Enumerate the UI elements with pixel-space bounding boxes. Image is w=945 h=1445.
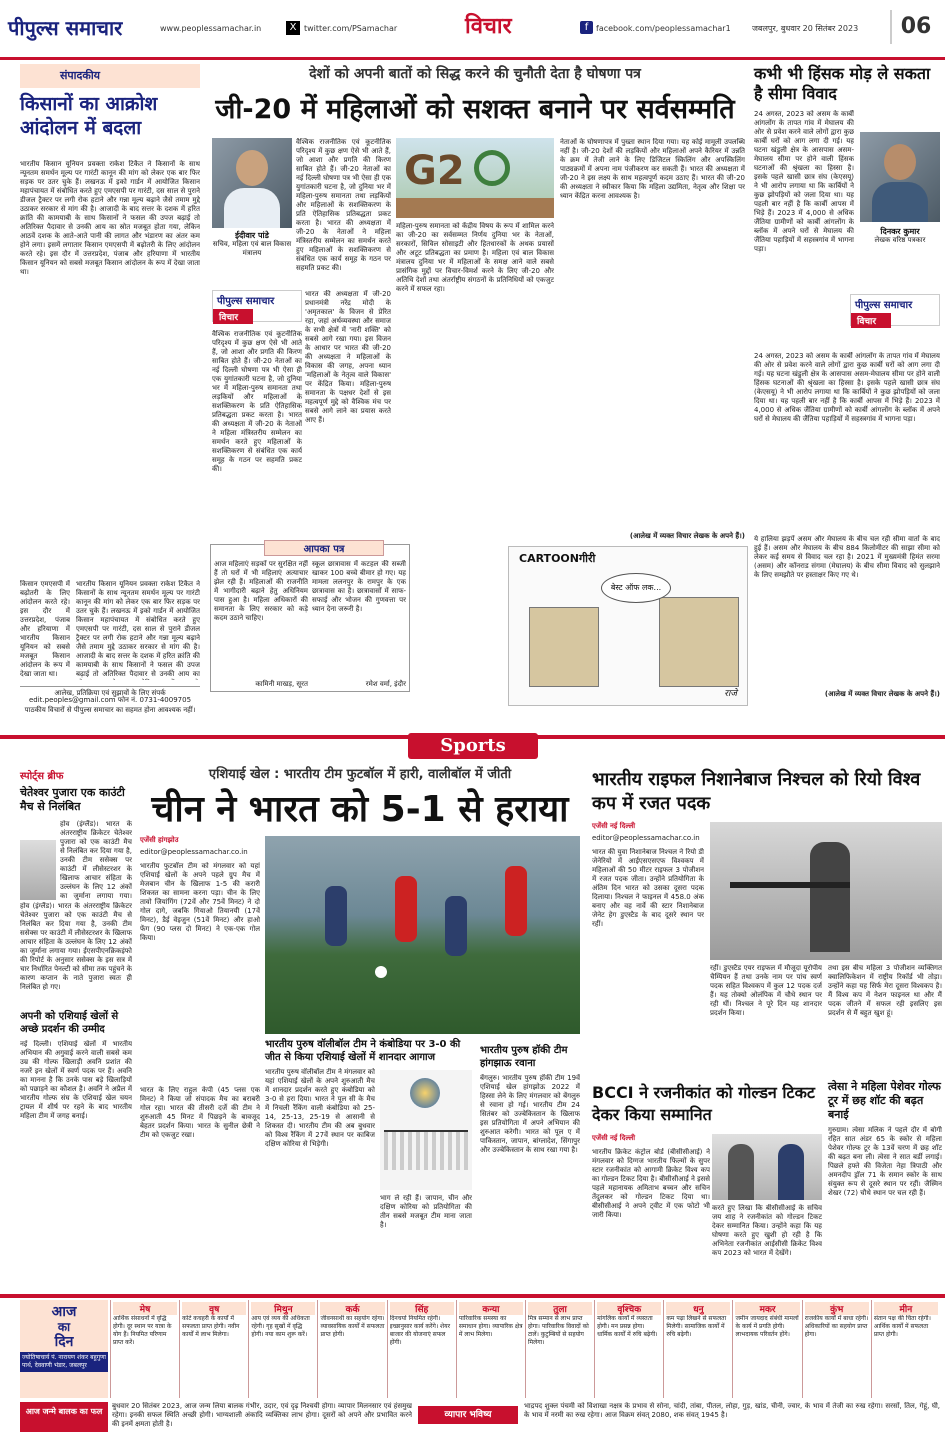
brief-1-body-a: होव (इंग्लैंड)। भारत के अंतरराष्ट्रीय क्रिकेटर चेतेश्वर पुजारा को एक काउंटी मैच से निलंबित कर दिया गया है, उनकी टीम ससेक्स पर काउंटी में लीसेस्टरशर के खिलाफ आचार संहिता के उल्लंघन के लिए 12 अंकों का जुर्माना लगाया गया। <box>60 820 132 900</box>
letters-title: आपका पत्र <box>264 540 384 556</box>
horoscope-sign-name: कर्क <box>320 1302 384 1315</box>
asia-kicker: एशियाई खेल : भारतीय टीम फुटबॉल में हारी, वालीबॉल में जीती <box>208 767 512 782</box>
horoscope-sign-text: कम पढ़ा लिखने से सफलता मिलेगी। सामाजिक कार्यों में रुचि बढ़ेगी। <box>666 1315 727 1338</box>
rifle-email[interactable]: editor@peoplessamachar.co.in <box>592 834 700 842</box>
right-author-role: लेखक वरिष्ठ पत्रकार <box>874 236 926 244</box>
hockey-body: बेंगलुरु। भारतीय पुरुष हॉकी टीम 19वें एशियाई खेल हांगझोऊ 2022 में हिस्सा लेने के लिए मंगलवार को बेंगलुरु से रवाना हो गई। भारतीय टीम 24 सितंबर को उज्बेकिस्तान के खिलाफ इस प्रतियोगिता में अपने अभियान की शुरुआत करेगी। भारत को पूल ए में पाकिस्तान, जापान, बांग्लादेश, सिंगापुर और उज्बेकिस्तान के साथ रखा गया है। <box>480 1074 580 1154</box>
cartoon-signature: राजे <box>724 689 737 699</box>
volleyball-graphic <box>380 1070 472 1190</box>
horoscope-sign-text: संतान पक्ष की चिंता रहेगी। आर्थिक कार्यों में सफलता प्राप्त होगी। <box>873 1315 931 1338</box>
dateline: जबलपुर, बुधवार 20 सितंबर 2023 <box>752 24 859 33</box>
g20-building-shape <box>396 198 554 218</box>
editorial-body-tail: भारतीय किसान यूनियन प्रवक्ता राकेश टिकैत ने किसानों के साथ न्यूनतम समर्थन मूल्य पर गारंटी कानून की मांग को लेकर एक बार फिर सड़क पर उतर चुके हैं। लखनऊ में इको गार्डन में आयोजित किसान महापंचायत में संबोधित करते हुए एमएसपी पर गारंटी, दस साल से पुराने डीजल ट्रैक्टर पर लगी रोक हटाने और गन्ना मूल्य बढ़ाने जैसे तमाम मुद्दे उठाकर सरकार से मांग की है। आजादी के बाद सत्तर के दशक में हरित क्रांति की कामयाबी के साथ किसानों ने फसल की उपज बढ़ाई तो अतिरिक्त पैदावार से उनकी आय का <box>76 580 200 678</box>
letter-2-sign: रमेश वर्मा, इंदौर <box>365 680 406 688</box>
volley-body: भारतीय पुरुष वॉलीबॉल टीम ने मंगलवार को यहां एशियाई खेलों के अपने शुरुआती मैच में शानदार प्रदर्शन करते हुए कंबोडिया को 3-0 से हरा दिया। भारत ने पूल सी के मैच में निचली रैंकिंग वाली कंबोडिया को 25-14, 25-13, 25-19 से आसानी से शिकस्त दी। भारतीय टीम की अब बुधवार को विश्व रैंकिंग में 27वें स्थान पर काबिज दक्षिण कोरिया से भिड़ेगी। <box>265 1068 375 1148</box>
golf-title: त्वेसा ने महिला पेशेवर गोल्फ टूर में छह शॉट की बढ़त बनाई <box>828 1080 941 1121</box>
asia-agency: एजेंसी हांगझोउ <box>140 836 179 844</box>
volleyball-net-shape <box>384 1130 468 1170</box>
lead-col-3: महिला-पुरुष समानता को केंद्रीय विषय के रूप में शामिल करने का जी-20 का सर्वसम्मत निर्णय दुनिया भर के नेताओं, सरकारों, सिविल सोसाइटी और हितधारकों के अथक प्रयासों और अटूट प्रतिबद्धता का प्रमाण है। महिला एवं बाल विकास मंत्रालय दुनिया भर में महिलाओं के समक्ष आने वाले सबसे प्रासंगिक मुद्दों पर विचार-विमर्श करने के लिए जी-20 और अतिथि देशों तथा अंतर्राष्ट्रीय संगठनों के प्रतिनिधियों को एकजुट करने में सफल रहा। <box>396 222 554 293</box>
horoscope-title-2: का <box>57 1320 71 1334</box>
kids-text: बुधवार 20 सितंबर 2023, आज जन्म लिया बालक गंभीर, उदार, एवं दृढ़ निश्चयी होगा। व्यापार मिलनसार एवं हंसमुख रहेगा। इनकी सफल स्थिति अच्छी होगी। भाग्यशाली अंकादि व्यक्तिका लाभ होगा। दूसरों को अपने और प्रभावित करने की इनमें क्षमता होती है। <box>112 1402 412 1428</box>
section-title: विचार <box>465 14 512 39</box>
horoscope-sign <box>317 1300 386 1398</box>
brief-1-title: चेतेश्वर पुजारा एक काउंटी मैच से निलंबित <box>20 786 125 813</box>
horoscope-sign-name: सिंह <box>390 1302 454 1315</box>
horoscope-sign-name: वृष <box>182 1302 246 1315</box>
right-mini-section: विचार <box>851 313 891 328</box>
lead-col-1: वैश्विक राजनीतिक एवं कूटनीतिक परिदृश्य में कुछ क्षण ऐसे भी आते हैं, जो आशा और प्रगति की किरण साबित होते हैं। जी-20 नेताओं का नई दिल्ली घोषणा पत्र भी ऐसा ही एक युगांतकारी घटना है, जो दुनिया भर में महिला-पुरुष समानता तथा लड़कियों और महिलाओं के सशक्तिकरण के प्रति ऐतिहासिक प्रतिबद्धता प्रकट करता है। भारत की अध्यक्षता में जी-20 के नेताओं ने महिला मंत्रिस्तरीय सम्मेलन का समर्थन करते हुए महिलाओं के सशक्तिकरण से संबंधित एक कार्य समूह के गठन पर सहमति प्रकट की। <box>296 138 391 272</box>
horoscope-sign <box>871 1300 940 1398</box>
asia-body-1: भारतीय फुटबॉल टीम को मंगलवार को यहां एशियाई खेलों के अपने पहले ग्रुप मैच में मेजबान चीन के खिलाफ 1-5 की करारी शिकस्त का सामना करना पड़ा। चीन के लिए तावो जियांगिंग (72वें और 75वें मिनट) ने दो गोल दागे, जबकि गियाओ तियानयी (17वें मिनट), डैई वेइजुन (51वें मिनट) और हाओ फेंग (90 प्लस दो मिनट) ने एक-एक गोल किया। <box>140 862 260 942</box>
g20-globe-shape <box>474 150 510 186</box>
bcci-body-2: करते हुए लिखा कि बीसीसीआई के सचिव जय शाह ने रजनीकांत को गोल्डन टिकट देकर सम्मानित किया। उन्होंने कहा कि यह घोषणा करते हुए खुशी हो रही है कि अभिनेता रजनीकांत आईसीसी क्रिकेट विश्व कप 2023 को भारत में देखेंगे। <box>712 1204 822 1257</box>
horoscope-sign <box>594 1300 663 1398</box>
horoscope-sign-name: मेष <box>113 1302 177 1315</box>
editorial-footer-3: पाठकीय विचारों से पीपुल्स समाचार का सहमत होना आवश्यक नहीं। <box>24 706 196 714</box>
horoscope-sign-text: आर्थिक संसाधनों में वृद्धि होगी। दूर स्थान पर यात्रा के योग हैं। नियमित परिणाम प्राप्त करें। <box>113 1315 172 1346</box>
lead-col-1b: भारत की अध्यक्षता में जी-20 प्रधानमंत्री नरेंद्र मोदी के 'अमृतकाल' के विजन से प्रेरित रहा, जहां अर्थव्यवस्था और समाज के सभी क्षेत्रों में 'नारी शक्ति' को सबसे आगे रखा गया। इस विजन के आधार पर भारत की जी-20 की अध्यक्षता ने महिलाओं के विकास की जगह, अपना ध्यान 'महिलाओं के नेतृत्व वाले विकास' पर केंद्रित किया। महिला-पुरुष समानता के पक्षधर देशों से इस महत्वपूर्ण मुद्दे को वैश्विक मंच पर सबसे आगे लाने का प्रयास करते आए हैं। <box>305 290 391 424</box>
author-face-shape <box>236 150 268 186</box>
horoscope-sign <box>248 1300 317 1398</box>
horoscope-sign-text: मांगलिक कार्यों में व्यस्तता होगी। मन प्रसन्न होगा। धार्मिक कार्यों में रुचि बढ़ेगी। <box>597 1315 658 1338</box>
rifle-photo <box>710 822 942 960</box>
right-title: कभी भी हिंसक मोड़ ले सकता है सीमा विवाद <box>754 64 931 103</box>
horoscope-sign-name: कुंभ <box>805 1302 869 1315</box>
horoscope-sign-text: पारिवारिक समस्या का समाधान होगा। व्यापारिक क्षेत्र में लाभ मिलेगा। <box>458 1315 523 1338</box>
horoscope-grid <box>110 1300 940 1398</box>
horoscope-sign <box>110 1300 179 1398</box>
x-icon: X <box>286 21 300 35</box>
editorial-side-quote: किसान एमएसपी में बढ़ोतरी के लिए आंदोलन करते रहे। इस दौर में उत्तरप्रदेश, पंजाब और हरियाणा में भारतीय किसान यूनियन को सबसे मजबूत किसान आंदोलन के रूप में देखा जाता था। <box>20 580 70 678</box>
right-body-2: ये हालिया झड़पें असम और मेघालय के बीच चल रही सीमा वार्ता के बाद हुई हैं। असम और मेघालय के बीच 884 किलोमीटर की साझा सीमा को लेकर कई समय से विवाद चल रहा है। 2021 में मुख्यमंत्री हिमंत सरमा (असम) और कॉनराड संगमा (मेघालय) के बीच सीमा विवाद को सुलझाने के लिए समझौते पर हस्ताक्षर किए गए थे। <box>754 535 940 579</box>
horoscope-sign-text: आय एवं व्यय की अधिकता रहेगी। गृह सुखों में वृद्धि होगी। नया काम शुरू करें। <box>251 1315 310 1338</box>
horoscope-sign-name: मकर <box>735 1302 799 1315</box>
right-author-shirt-shape <box>872 182 928 222</box>
letter-2: स्कूल छात्रावास में कटहल की सब्जी खाकर 100 बच्चे बीमार हो गए। यह मामला ललनपुर के रामपुर के एक छात्रावास का है। छात्रावासों में साफ-सफाई और भोजन की गुणवत्ता पर ध्यान देना जरूरी है। <box>312 560 406 613</box>
letter-1: आज महिलाएं सड़कों पर सुरक्षित नहीं हैं तो घरों में भी महिलाएं अत्याचार झेल रही हैं। महिलाओं की राजनीति में भागीदारी बढ़ाने हेतु अधिनियम पास हुआ है। महिला अधिकारों की समानता के लिए सरकार को कड़े कदम उठाने चाहिए। <box>214 560 308 622</box>
horoscope-sign <box>663 1300 732 1398</box>
horoscope-sign-name: मिथुन <box>251 1302 315 1315</box>
shooter-shape <box>810 842 850 952</box>
horoscope-sign <box>802 1300 871 1398</box>
asia-body-2: भारत के लिए राहुल केपी (45 प्लस एक मिनट) ने किया जो संपादक मैच का बराबरी गोल रहा। भारत की तीसरी दर्जे की टीम ने शुरुआती 45 मिनट में पिछड़ने के बावजूद बेहतर प्रदर्शन किया। भारत के सुनील छेत्री ने टीम को एकजुट रखा। <box>140 1086 260 1139</box>
editorial-tag: संपादकीय <box>60 69 101 82</box>
brand-logo: पीपुल्स समाचार <box>8 16 123 40</box>
brief-1-body-b: होव (इंग्लैंड)। भारत के अंतरराष्ट्रीय क्रिकेटर चेतेश्वर पुजारा को एक काउंटी मैच से निलंबित कर दिया गया है, उनकी टीम ससेक्स पर काउंटी में लीसेस्टरशर के खिलाफ आचार संहिता के उल्लंघन के लिए 12 अंकों का जुर्माना लगाया गया। ईएसपीएनक्रिकइंफो की रिपोर्ट के अनुसार ससेक्स के इस सत्र में चार निर्धारित पेनल्टी को सीमा तक पहुंचने के कारण कप्तान के नाते पुजारा स्वतः ही निलंबित हो गए। <box>20 902 132 991</box>
facebook-link[interactable]: facebook.com/peoplessamachar1 <box>596 24 731 33</box>
horoscope-sign-text: राजकीय कार्यों में बाधा रहेगी। अधिकारियों का सहयोग प्राप्त होगा। <box>804 1315 869 1338</box>
bcci-agency: एजेंसी नई दिल्ली <box>592 1134 636 1142</box>
twitter-link[interactable]: twitter.com/PSamachar <box>304 24 398 33</box>
lead-author-name: ईदीवार पांडे <box>235 231 269 240</box>
horoscope-sign <box>387 1300 456 1398</box>
author-shirt-shape <box>224 188 280 228</box>
horoscope-title-1: आज <box>51 1304 77 1320</box>
cartoon-title: CARTOONगीरी <box>519 552 596 565</box>
golf-body: गुरुग्राम। त्वेसा मलिक ने पहले दौर में बोगी रहित सात अंडर 65 के स्कोर से महिला पेशेवर गोल्फ टूर के 13वें चरण में छह शॉट की बढ़त बना ली। त्वेसा ने सात बर्डी लगाई। पिछले हफ्ते की विजेता नेहा त्रिपाठी और अमनदीप ड्रॉल 71 के समान स्कोर के साथ संयुक्त रूप से दूसरे स्थान पर रहीं। जैस्मिन शेखर (72) चौथे स्थान पर चल रही हैं। <box>828 1126 942 1197</box>
author-photo <box>212 138 292 228</box>
horoscope-sign <box>525 1300 594 1398</box>
right-author-name: दिनकर कुमार <box>880 227 920 236</box>
lead-end-note: (आलेख में व्यक्त विचार लेखक के अपने हैं।) <box>629 532 745 540</box>
person-shape <box>728 1144 754 1200</box>
facebook-icon: f <box>580 21 593 34</box>
rifle-body-2: रहीं। डुएस्टैड एयर राइफल में मौजूदा यूरोपीय चैम्पियन हैं तथा उनके नाम पर पांच स्वर्ण पदक सहित विश्वकप में कुल 12 पदक दर्ज हैं। यह तोक्यो ओलंपिक में चौथे स्थान पर रही थीं। निश्चल ने पूरे दिन यह शानदार प्रदर्शन किया। <box>710 964 822 1017</box>
editorial-footer-1: आलेख, प्रतिक्रिया एवं सुझावों के लिए संपर्क <box>20 686 200 698</box>
rifle-agency: एजेंसी नई दिल्ली <box>592 822 636 830</box>
horoscope-title-3: दिन <box>54 1334 74 1350</box>
letter-1-sign: कामिनी माखड़, सूरत <box>255 680 308 688</box>
horoscope-sign <box>456 1300 525 1398</box>
player-shape <box>325 886 347 946</box>
horoscope-sign-name: धनु <box>666 1302 730 1315</box>
brief-2-body: नई दिल्ली। एशियाई खेलों में भारतीय अभियान की अगुवाई करने वाली सबसे कम उम्र की गोल्फ खिलाड़ी अवनि प्रशांत की नजरें इन खेलों में स्वर्ण पदक पर हैं। अवनि का मानना है कि उनके पास बड़े खिलाड़ियों को पछाड़ने का कौशल है। अवनि ने अप्रैल में भारतीय गोल्फ संघ के एशियाई खेल चयन ट्रायल में शीर्ष पर रहने के बाद भारतीय महिला टीम में जगह बनाई। <box>20 1040 132 1120</box>
rifle-body: भारत की युवा निशानेबाज निश्चल ने रियो डी जेनेरियो में आईएसएसएफ विश्वकप में महिलाओं की 50 मीटर राइफल 3 पोजीशन में रजत पदक जीता। उन्होंने प्रतियोगिता के अंतिम दिन भारत को उसका दूसरा पदक दिलाया। निश्चल ने फाइनल में 458.0 अंक बनाए और वह नार्वे की स्टार निशानेबाज जेनेट हेग डुएस्टैड के बाद दूसरे स्थान पर रहीं। <box>592 848 704 928</box>
horoscope-sign-name: तुला <box>528 1302 592 1315</box>
cartoon-speech-bubble: बेस्ट ऑफ लक... <box>601 573 671 603</box>
bcci-body: भारतीय क्रिकेट कंट्रोल बोर्ड (बीसीसीआई) ने मंगलवार को दिग्गज भारतीय फिल्मों के सुपर स्टार रजनीकांत को आगामी क्रिकेट विश्व कप का गोल्डन टिकट दिया है। बीसीसीआई ने इससे पहले महानायक अमिताभ बच्चन और सचिन तेंदुलकर को गोल्डन टिकट दिया था। बीसीसीआई ने अपने ट्वीट में एक फोटो भी जारी किया। <box>592 1148 710 1219</box>
right-mini-masthead <box>850 294 940 326</box>
astrologer-credit: ज्योतिषाचार्य पं. नारायण शंकर बहुगुणा पार्थ, देववाणी भंडार, जबलपुर <box>20 1352 108 1372</box>
market-text: भाद्रपद शुक्ल पंचमी को विशाखा नक्षत्र के प्रभाव से सोना, चांदी, तांबा, पीतल, लोहा, गुड़, खांड, चीनी, ज्वार, के भाव में तेजी का रुख रहेगा। सरसों, तिल, गेहूं, घी, के भाव में नरमी का रुख रहेगा। आज विक्रम संवत् 2080, शक संवत् 1945 है। <box>524 1402 940 1419</box>
player-shape <box>445 896 467 956</box>
editorial-email[interactable]: edit.peoples@gmail.com फोन नं. 0731-4009705 <box>28 696 192 704</box>
player-shape <box>395 876 417 942</box>
editorial-title: किसानों का आक्रोश आंदोलन में बदला <box>20 93 158 139</box>
lead-col-2: वैश्विक राजनीतिक एवं कूटनीतिक परिदृश्य में कुछ क्षण ऐसे भी आते हैं, जो आशा और प्रगति की किरण साबित होते हैं। जी-20 नेताओं का नई दिल्ली घोषणा पत्र भी ऐसा ही एक युगांतकारी घटना है, जो दुनिया भर में महिला-पुरुष समानता तथा लड़कियों और महिलाओं के सशक्तिकरण के प्रति ऐतिहासिक प्रतिबद्धता प्रकट करता है। भारत की अध्यक्षता में जी-20 के नेताओं ने महिला मंत्रिस्तरीय सम्मेलन का समर्थन करते हुए महिलाओं के सशक्तिकरण से संबंधित एक कार्य समूह के गठन पर सहमति प्रकट की। <box>212 330 302 473</box>
mini-section: विचार <box>213 309 253 324</box>
asia-title: चीन ने भारत को 5-1 से हराया <box>151 789 569 830</box>
volley-title: भारतीय पुरुष वॉलीबॉल टीम ने कंबोडिया पर 3-0 की जीत से किया एशियाई खेलों में शानदार आगाज <box>265 1039 461 1063</box>
website-link[interactable]: www.peoplessamachar.in <box>160 24 262 33</box>
right-body-cont: 24 अगस्त, 2023 को असम के कार्बी आंगलोंग के तापत गांव में मेघालय की ओर से प्रवेश करने वाले लोगों द्वारा कुछ कार्बी घरों को आग लगा दी गई। यह घटना खंडुली क्षेत्र के आसपास असम-मेघालय सीमा पर होने वाली हिंसक घटनाओं की श्रृंखला का हिस्सा है। इसके पहले खासी छात्र संघ (केएसयू) ने भी आरोप लगाया था कि कार्बियों ने कुछ झोपड़ियों को जला दिया था। यह पहली बार नहीं है कि कार्बी आपस में भिड़े हैं। 2023 में 4,000 से अधिक जैंतिया ग्रामीणों को कार्बी आंगलोंग के ब्लॉक में अपने घरों से मेघालय की जैंतिया पहाड़ियों में सहस्त्रगांव में भागना पड़ा। <box>754 352 940 423</box>
person-shape <box>778 1144 804 1200</box>
pujara-photo <box>20 840 56 900</box>
player-shape <box>505 866 527 936</box>
rifle-title: भारतीय राइफल निशानेबाज निश्चल को रियो विश्व कप में रजत पदक <box>592 769 921 814</box>
football-photo <box>265 836 580 1034</box>
asia-email[interactable]: editor@peoplessamachar.co.in <box>140 848 248 856</box>
volley-caption: भाग ले रही हैं। जापान, चीन और दक्षिण कोरिया को प्रतियोगिता की तीन सबसे मजबूत टीम माना जाता है। <box>380 1194 472 1229</box>
sports-brief-tag: स्पोर्ट्स ब्रीफ <box>20 771 64 782</box>
right-end-note: (आलेख में व्यक्त विचार लेखक के अपने हैं।) <box>824 690 940 698</box>
bcci-title: BCCI ने रजनीकांत को गोल्डन टिकट देकर किया सम्मानित <box>592 1083 815 1124</box>
market-label: व्यापार भविष्य <box>418 1406 518 1424</box>
hockey-title: भारतीय पुरुष हॉकी टीम हांगझाऊ रवाना <box>480 1045 568 1069</box>
horoscope-sign <box>732 1300 801 1398</box>
horoscope-sign-name: कन्या <box>459 1302 523 1315</box>
editorial-body: भारतीय किसान यूनियन प्रवक्ता राकेश टिकैत ने किसानों के साथ न्यूनतम समर्थन मूल्य पर गारंटी कानून की मांग को लेकर एक बार फिर सड़क पर उतर चुके हैं। लखनऊ में इको गार्डन में आयोजित किसान महापंचायत में संबोधित करते हुए एमएसपी पर गारंटी, दस साल से पुराने डीजल ट्रैक्टर पर लगी रोक हटाने और गन्ना मूल्य बढ़ाने जैसे तमाम मुद्दे उठाकर सरकार से मांग की है। आजादी के बाद सत्तर के दशक में हरित क्रांति की कामयाबी के साथ किसानों ने फसल की उपज बढ़ाई तो अतिरिक्त पैदावार से उनकी आय का स्रोत मजबूत होता गया, लेकिन आठवें दशक के आते-आते पानी की लागत और भंडारण का अंतर कम होने लगा। इसमें लगातार किसान एमएसपी में बढ़ोतरी के लिए आंदोलन करते रहे। इस दौर में उत्तरप्रदेश, पंजाब और हरियाणा में भारतीय किसान यूनियन को सबसे मजबूत किसान आंदोलन के रूप में देखा जाता था। <box>20 160 200 276</box>
g20-logo-text: G2 <box>404 148 465 194</box>
bcci-photo <box>712 1134 822 1200</box>
kids-label: आज जन्मे बालक का फल <box>20 1402 108 1432</box>
page-number: 06 <box>890 10 940 44</box>
right-mini-brand: पीपुल्स समाचार <box>855 300 913 311</box>
lead-title: जी-20 में महिलाओं को सशक्त बनाने पर सर्वसम्मति <box>215 94 735 125</box>
mini-brand: पीपुल्स समाचार <box>217 296 275 307</box>
football-ball-shape <box>375 966 387 978</box>
g20-photo <box>396 138 554 218</box>
brief-2-title: अपनी को एशियाई खेलों से अच्छे प्रदर्शन की उम्मीद <box>20 1011 119 1035</box>
lead-mini-masthead <box>212 290 302 322</box>
horoscope-sign-name: वृश्चिक <box>597 1302 661 1315</box>
horoscope-rule <box>0 1294 945 1298</box>
horoscope-sign-text: कोर्ट कचहरी के कार्यों में सफलता प्राप्त होगी। नवीन कार्यों में लाभ मिलेगा। <box>182 1315 240 1338</box>
rifle-shape <box>730 882 850 888</box>
horoscope-sign <box>179 1300 248 1398</box>
cartoon-building-right <box>659 597 739 687</box>
horoscope-title-box <box>20 1300 108 1398</box>
horoscope-sign-text: जमीन जायदाद संबंधी मामलों के कार्य में प्रगति होगी। लाभदायक परिवर्तन होंगे। <box>735 1315 799 1338</box>
editorial-tag-box <box>20 64 200 88</box>
sports-band: Sports <box>408 733 538 759</box>
right-body: 24 अगस्त, 2023 को असम के कार्बी आंगलोंग के तापत गांव में मेघालय की ओर से प्रवेश करने वाले लोगों द्वारा कुछ कार्बी घरों को आग लगा दी गई। यह घटना खंडुली क्षेत्र के आसपास असम-मेघालय सीमा पर होने वाली हिंसक घटनाओं की श्रृंखला का हिस्सा है। इसके पहले खासी छात्र संघ (केएसयू) ने भी आरोप लगाया था कि कार्बियों ने कुछ झोपड़ियों को जला दिया था। यह पहली बार नहीं है कि कार्बी आपस में भिड़े हैं। 2023 में 4,000 से अधिक जैंतिया ग्रामीणों को कार्बी आंगलोंग के ब्लॉक में अपने घरों से मेघालय की जैंतिया पहाड़ियों में सहस्त्रगांव में भागना पड़ा। <box>754 110 854 253</box>
horoscope-sign-text: जीवनसाथी का सहयोग रहेगा। व्यावसायिक कार्यों में सफलता प्राप्त होगी। <box>320 1315 385 1338</box>
page-header <box>0 0 945 60</box>
right-author-photo <box>860 132 940 222</box>
cartoon-panel <box>508 546 748 706</box>
horoscope-sign-text: मित्र सम्मान से लाभ प्राप्त होगा। पारिवारिक विवादों को टालें। कुटुम्बियों से सहयोग मिलेगा। <box>527 1315 589 1346</box>
lead-col-4: नेताओं के घोषणापत्र में पुख्ता स्थान दिया गया। यह कोई मामूली उपलब्धि नहीं है। जी-20 देशों की लड़कियों और महिलाओं अपने कैरियर में उन्नति के क्रम में तेजी लाने के लिए डिजिटल स्किलिंग और अपस्किलिंग पाठ्यक्रमों में अपना नाम पंजीकरण कर सकती हैं। भारत की अध्यक्षता में जी-20 ने इस लक्ष्य के साथ महत्वपूर्ण कदम उठाए हैं। भारत की जी-20 की अध्यक्षता ने स्वीकार किया कि महिला उद्यमिता, नेतृत्व और शिक्षा पर ध्यान केंद्रित करना आवश्यक है। <box>560 138 745 200</box>
horoscope-sign-text: दिनचर्या नियमित रहेगी। इच्छानुसार कार्य करेंगे। शेयर बाजार की योजनाएं सफल होंगी। <box>389 1315 451 1346</box>
lead-author-role: सचिव, महिला एवं बाल विकास मंत्रालय <box>212 240 292 257</box>
volleyball-icon <box>410 1078 440 1108</box>
right-author-face-shape <box>884 144 916 180</box>
rifle-body-3: तथा इस बीच महिला 3 पोजीशन व्यक्तिगत क्वालिफिकेशन में राष्ट्रीय रिकॉर्ड भी तोड़ा। उन्होंने कहा यह सिर्फ मेरा दूसरा विश्वकप है। मैं विश्व कप में नेशन फाइनल था और मैं पदक जीतने में सफल रही इसलिए इस प्रदर्शन से मैं बहुत खुश हूं। <box>828 964 942 1017</box>
horoscope-sign-name: मीन <box>874 1302 938 1315</box>
lead-kicker: देशों को अपनी बातों को सिद्ध करने की चुनौती देता है घोषणा पत्र <box>309 66 641 82</box>
cartoon-building-left <box>529 607 599 687</box>
